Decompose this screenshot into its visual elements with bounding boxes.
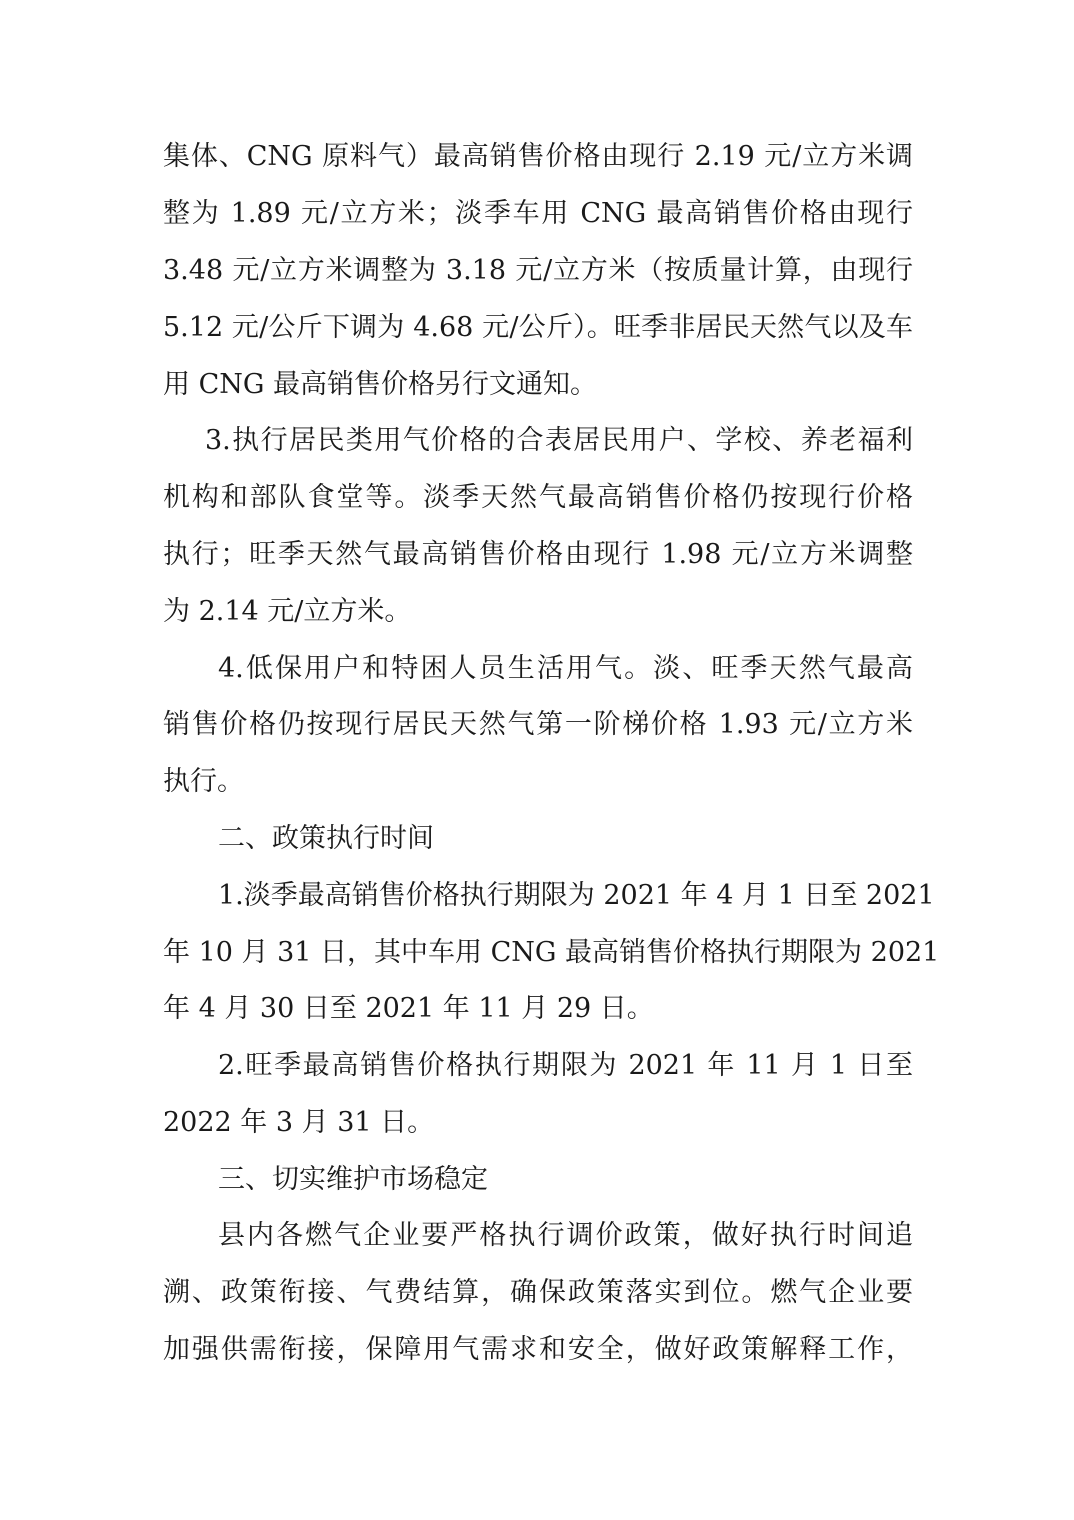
- paragraph-line-15: 年 10 月 31 日，其中车用 CNG 最高销售价格执行期限为 2021: [163, 937, 940, 968]
- paragraph-line-20: 县内各燃气企业要严格执行调价政策，做好执行时间追: [218, 1220, 913, 1251]
- paragraph-line-18: 2022 年 3 月 31 日。: [163, 1107, 435, 1138]
- paragraph-line-5: 用 CNG 最高销售价格另行文通知。: [163, 369, 598, 400]
- paragraph-line-9: 为 2.14 元/立方米。: [163, 596, 412, 627]
- section-heading-2: 二、政策执行时间: [218, 823, 434, 854]
- paragraph-line-16: 年 4 月 30 日至 2021 年 11 月 29 日。: [163, 993, 654, 1024]
- paragraph-line-6: 3.执行居民类用气价格的合表居民用户、学校、养老福利: [205, 425, 913, 456]
- paragraph-line-11: 销售价格仍按现行居民天然气第一阶梯价格 1.93 元/立方米: [163, 709, 913, 740]
- paragraph-line-1: 集体、CNG 原料气）最高销售价格由现行 2.19 元/立方米调: [163, 141, 914, 172]
- paragraph-line-17: 2.旺季最高销售价格执行期限为 2021 年 11 月 1 日至: [218, 1050, 913, 1081]
- paragraph-line-12: 执行。: [163, 766, 244, 797]
- paragraph-line-22: 加强供需衔接，保障用气需求和安全，做好政策解释工作，: [163, 1334, 913, 1365]
- paragraph-line-7: 机构和部队食堂等。淡季天然气最高销售价格仍按现行价格: [163, 482, 913, 513]
- section-heading-3: 三、切实维护市场稳定: [218, 1164, 488, 1195]
- paragraph-line-8: 执行；旺季天然气最高销售价格由现行 1.98 元/立方米调整: [163, 539, 913, 570]
- paragraph-line-21: 溯、政策衔接、气费结算，确保政策落实到位。燃气企业要: [163, 1277, 913, 1308]
- paragraph-line-4: 5.12 元/公斤下调为 4.68 元/公斤）。旺季非居民天然气以及车: [163, 312, 913, 343]
- paragraph-line-14: 1.淡季最高销售价格执行期限为 2021 年 4 月 1 日至 2021: [218, 880, 935, 911]
- paragraph-line-2: 整为 1.89 元/立方米；淡季车用 CNG 最高销售价格由现行: [163, 198, 913, 229]
- paragraph-line-10: 4.低保用户和特困人员生活用气。淡、旺季天然气最高: [218, 653, 913, 684]
- paragraph-line-3: 3.48 元/立方米调整为 3.18 元/立方米（按质量计算，由现行: [163, 255, 913, 286]
